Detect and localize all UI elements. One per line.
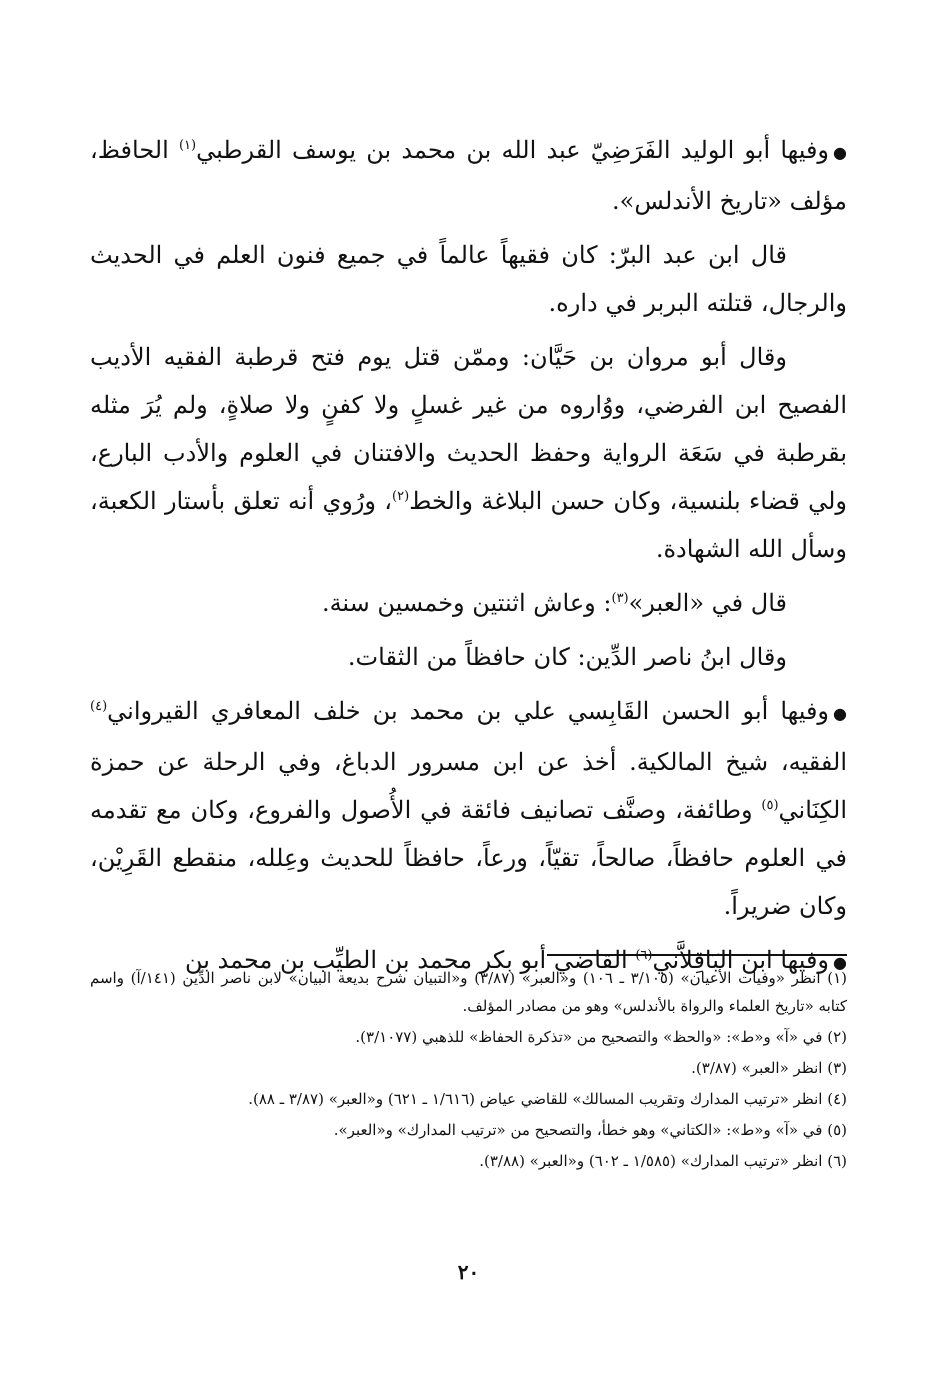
quote-paragraph [90, 633, 847, 681]
entry-text: القاضي أبو بكر محمد بن الطيِّب بن محمد بن [184, 946, 636, 974]
footnote-ref: (١) [178, 138, 197, 153]
bullet-icon: ● [833, 704, 847, 723]
entry-text: قال ابن عبد البرّ: كان فقيهاً عالماً في جميع فنون العلم في الحديث والرجال، قتلته البربر في داره. [90, 241, 847, 317]
bullet-icon: ● [833, 953, 847, 972]
footnote: (٢) في «آ» و«ط»: «والحظ» والتصحيح من «تذكرة الحفاظ» للذهبي (٣/١٠٧٧). [355, 1028, 847, 1046]
quote-paragraph [90, 579, 847, 627]
entry-text: وطائفة، وصنَّف تصانيف فائقة في الأُصول والفروع، وكان مع تقدمه في العلوم حافظاً، صالحاً، تقيّاً، ورعاً، حافظاً للحديث وعِلله، منقطع القَرِيْن، وكان ضريراً. [90, 796, 847, 920]
footnote-ref: (٦) [635, 948, 653, 963]
entry-text: وفيها ابن البَاقِلاَّني [652, 946, 830, 974]
footnotes [90, 964, 847, 1178]
footnote-ref: (٢) [392, 489, 410, 504]
footnote: (٦) انظر «ترتيب المدارك» (١/٥٨٥ ـ ٦٠٢) و«العبر» (٣/٨٨). [479, 1152, 847, 1170]
entry-text: ، ورُوي أنه تعلق بأستار الكعبة، وسأل الله الشهادة. [90, 487, 847, 563]
quote-paragraph [90, 333, 847, 573]
entry-paragraph [90, 126, 847, 225]
entry-text: وفيها أبو الحسن القَابِسي علي بن محمد بن خلف المعافري القيرواني [107, 697, 830, 725]
footnote: (٣) انظر «العبر» (٣/٨٧). [691, 1059, 847, 1077]
entry-text: وفيها أبو الوليد الفَرَضِيّ عبد الله بن محمد بن يوسف القرطبي [196, 136, 830, 164]
footnote: (٥) في «آ» و«ط»: «الكتاني» وهو خطأ، والتصحيح من «ترتيب المدارك» و«العبر». [333, 1121, 847, 1139]
entry-text: وقال أبو مروان بن حَيَّان: وممّن قتل يوم فتح قرطبة الفقيه الأديب الفصيح ابن الفرضي، ووُاروه من غير غسلٍ ولا كفنٍ ولا صلاةٍ، ولم يُرَ مثله بقرطبة في سَعَة الرواية وحفظ الحديث والافتنان في العلوم والأدب البارع، ولي قضاء بلنسية، وكان حسن البلاغة والخط [90, 343, 848, 515]
footnote: (٤) انظر «ترتيب المدارك وتقريب المسالك» للقاضي عياض (١/٦١٦ ـ ٦٢١) و«العبر» (٣/٨٧ ـ ٨٨). [248, 1090, 847, 1108]
entry-text: الفقيه، شيخ المالكية. أخذ عن ابن مسرور الدباغ، وفي الرحلة عن حمزة الكِنَاني [90, 748, 847, 824]
footnote-ref: (٤) [90, 699, 108, 714]
footnote-ref: (٣) [611, 591, 629, 606]
entry-text: قال في «العبر» [628, 589, 787, 617]
footnote-divider [547, 954, 847, 956]
entry-paragraph [90, 687, 847, 930]
bullet-icon: ● [833, 143, 847, 162]
page-number: ٢٠ [457, 1260, 480, 1284]
quote-paragraph [90, 231, 847, 327]
entry-text: : وعاش اثنتين وخمسين سنة. [321, 589, 612, 617]
main-text [90, 126, 847, 993]
entry-text: وقال ابنُ ناصر الدِّين: كان حافظاً من الثقات. [347, 643, 787, 671]
entry-text: الحافظ، مؤلف «تاريخ الأندلس». [90, 136, 847, 215]
footnote-ref: (٥) [761, 798, 779, 813]
footnote: (١) انظر «وفيات الأعيان» (٣/١٠٥ ـ ١٠٦) و«العبر» (٣/٨٧) و«التبيان شرح بديعة البيان» لابن ناصر الدِّين (١٤١/آ) واسم كتابه «تاريخ العلماء والرواة بالأندلس» وهو من مصادر المؤلف. [90, 969, 847, 1015]
